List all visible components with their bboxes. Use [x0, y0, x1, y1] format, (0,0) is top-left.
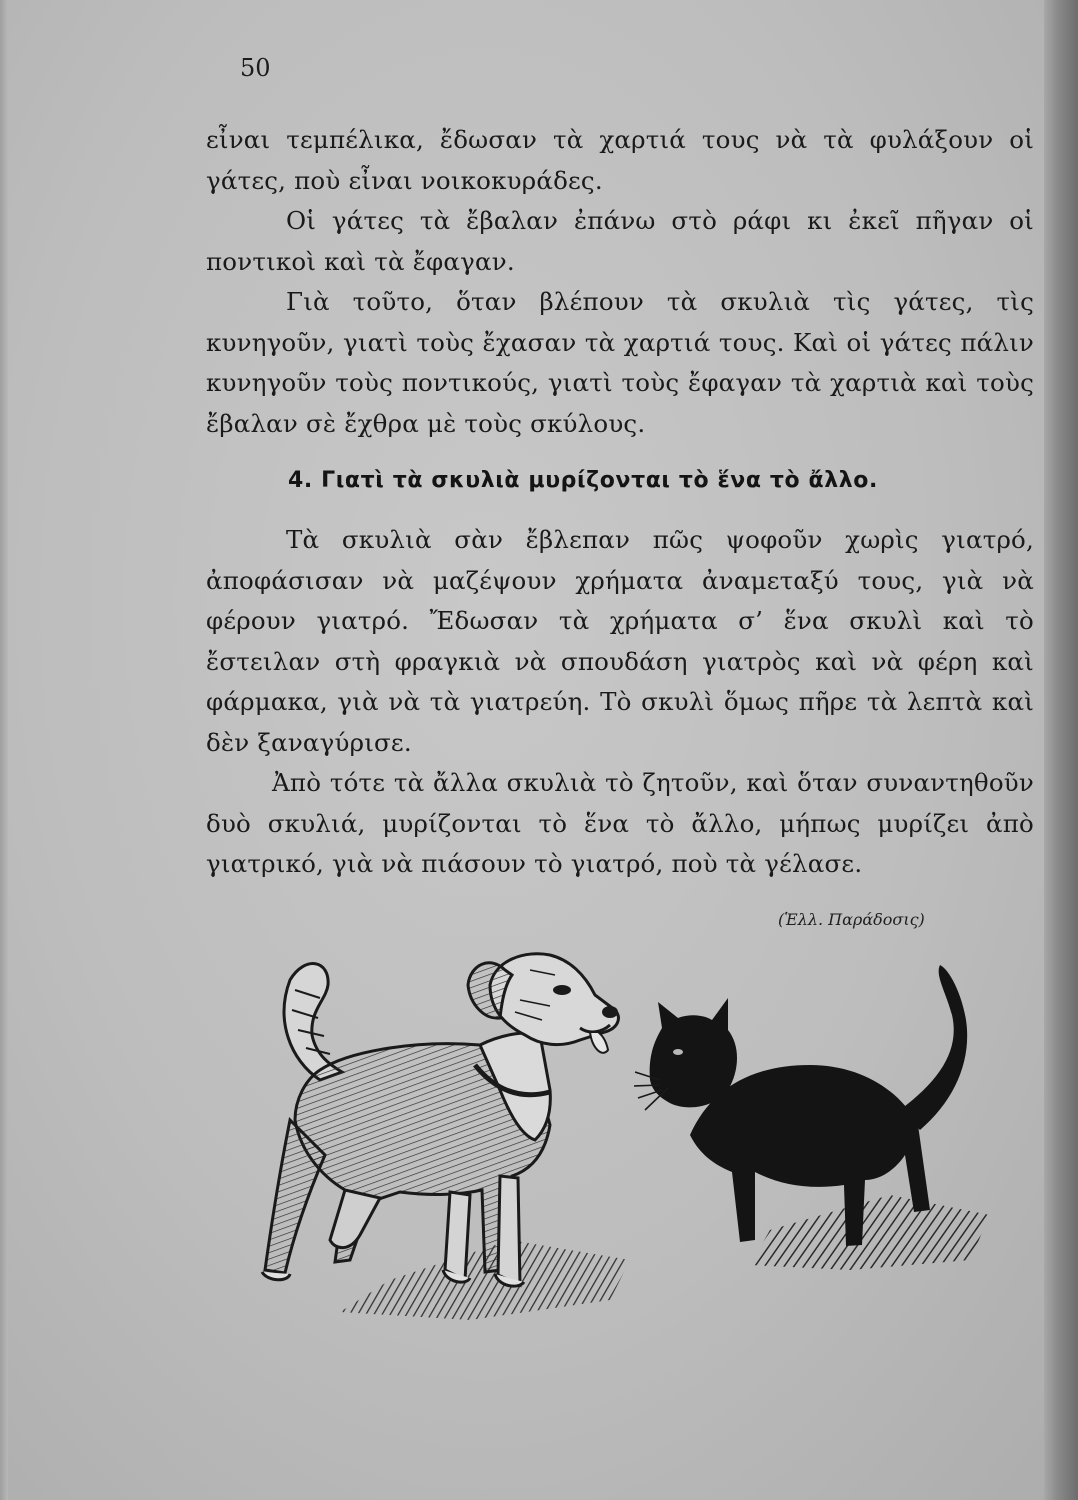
paragraph-why-dogs-chase: Γιὰ τοῦτο, ὅταν βλέπουν τὰ σκυλιὰ τὶς γάτες, τὶς κυνηγοῦν, γιατὶ τοὺς ἔχασαν τὰ χαρτιά τους. Καὶ οἱ γάτες πάλιν κυνηγοῦν τοὺς ποντικούς, γιατὶ τοὺς ἔφαγαν τὰ χαρτιὰ καὶ τοὺς ἔβαλαν σὲ ἔχθρα μὲ τοὺς σκύλους. — [206, 287, 1034, 438]
paragraph-dogs-sniff: Ἀπὸ τότε τὰ ἄλλα σκυλιὰ τὸ ζητοῦν, καὶ ὅταν συναντηθοῦν δυὸ σκυλιά, μυρίζονται τὸ ἕνα τὸ ἄλλο, μήπως μυρίζει ἀπὸ γιατρικό, γιὰ νὰ πιάσουν τὸ γιατρό, ποὺ τὰ γέλασε. — [206, 768, 1034, 878]
paragraph-dogs-doctor: Τὰ σκυλιὰ σὰν ἔβλεπαν πῶς ψοφοῦν χωρὶς γιατρό, ἀποφάσισαν νὰ μαζέψουν χρήματα ἀναμεταξύ τους, γιὰ νὰ φέρουν γιατρό. Ἔδωσαν τὰ χρήματα σ’ ἕνα σκυλὶ καὶ τὸ ἔστειλαν στὴ φραγκιὰ νὰ σπουδάση γιατρὸς καὶ νὰ φέρη καὶ φάρμακα, γιὰ νὰ τὰ γιατρεύη. Τὸ σκυλὶ ὅμως πῆρε τὰ λεπτὰ καὶ δὲν ξαναγύρισε. — [206, 525, 1034, 757]
dog-figure — [262, 954, 618, 1286]
book-spine-edge — [1044, 0, 1078, 1500]
page-number: 50 — [240, 54, 271, 82]
cat-shadow — [750, 1195, 990, 1270]
cat-figure — [634, 965, 967, 1246]
paragraph-continued: εἶναι τεμπέλικα, ἔδωσαν τὰ χαρτιά τους νὰ τὰ φυλάξουν οἱ γάτες, ποὺ εἶναι νοικοκυράδες. — [206, 125, 1034, 195]
source-citation: (Ἑλλ. Παράδοσις) — [778, 910, 925, 929]
section-text — [206, 520, 1034, 885]
section-heading: 4. Γιατὶ τὰ σκυλιὰ μυρίζονται τὸ ἕνα τὸ ἄλλο. — [288, 468, 878, 493]
paragraph-cats-shelf: Οἱ γάτες τὰ ἔβαλαν ἐπάνω στὸ ράφι κι ἐκεῖ πῆγαν οἱ ποντικοὶ καὶ τὰ ἔφαγαν. — [206, 206, 1034, 276]
dog-and-cat-woodcut-illustration — [250, 940, 1010, 1340]
story-ending-text — [206, 120, 1034, 444]
page-left-edge — [0, 0, 8, 1500]
